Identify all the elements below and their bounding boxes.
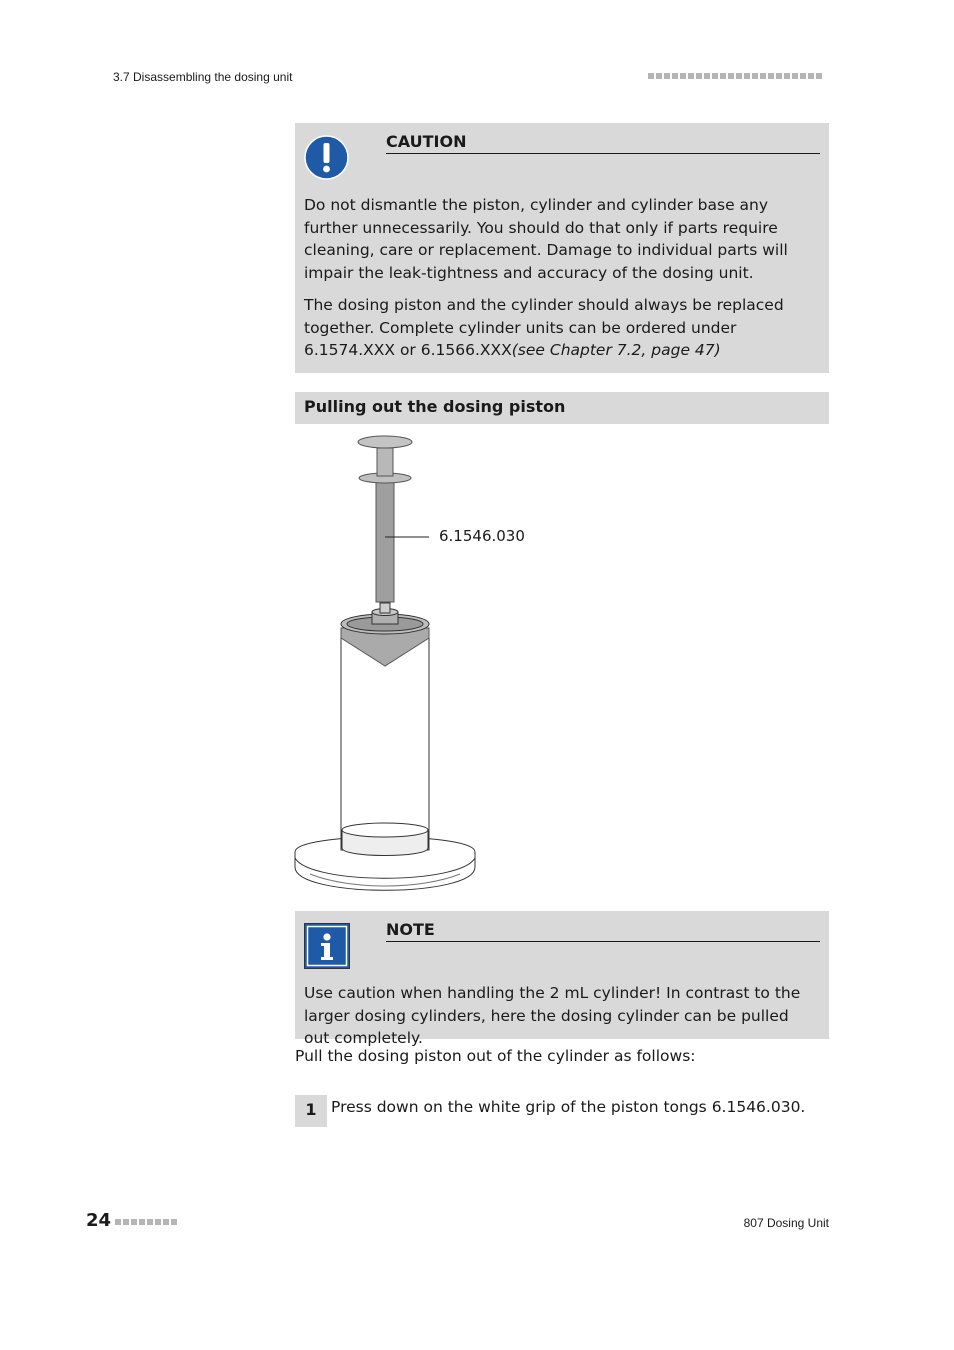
caution-paragraph-2-text: The dosing piston and the cylinder should always be replaced together. Complete cylinder units can be ordered under 6.1574.XXX or 6.1566.XXX bbox=[304, 296, 784, 359]
footer-product-name: 807 Dosing Unit bbox=[743, 1216, 829, 1230]
section-title: Pulling out the dosing piston bbox=[304, 397, 566, 416]
page-number: 24 bbox=[86, 1210, 112, 1231]
note-title: NOTE bbox=[386, 920, 820, 942]
caution-paragraph-1: Do not dismantle the piston, cylinder and cylinder base any further unnecessarily. You should do that only if parts require cleaning, care or replacement. Damage to individual parts will impair the leak-tightness and accuracy of the dosing unit. bbox=[304, 196, 788, 282]
note-text: Use caution when handling the 2 mL cylinder! In contrast to the larger dosing cylinders, here the dosing cylinder can be pulled out completely. bbox=[304, 984, 801, 1047]
info-icon bbox=[304, 923, 350, 969]
header-decoration bbox=[648, 73, 822, 79]
caution-paragraph-2 bbox=[304, 294, 819, 362]
part-number-callout: 6.1546.030 bbox=[439, 527, 525, 545]
footer-decoration bbox=[115, 1219, 177, 1225]
header-section-title: 3.7 Disassembling the dosing unit bbox=[113, 70, 293, 84]
step-text: Press down on the white grip of the piston tongs 6.1546.030. bbox=[331, 1098, 806, 1116]
piston-illustration bbox=[290, 430, 490, 900]
exclamation-icon bbox=[304, 135, 349, 180]
procedure-intro: Pull the dosing piston out of the cylinder as follows: bbox=[295, 1047, 696, 1065]
step-number: 1 bbox=[295, 1095, 327, 1127]
section-heading bbox=[295, 392, 829, 424]
caution-box bbox=[295, 123, 829, 373]
note-box bbox=[295, 911, 829, 1047]
caution-title: CAUTION bbox=[386, 132, 820, 154]
chapter-reference-link[interactable]: (see Chapter 7.2, page 47) bbox=[511, 341, 721, 359]
caution-text bbox=[304, 194, 819, 372]
